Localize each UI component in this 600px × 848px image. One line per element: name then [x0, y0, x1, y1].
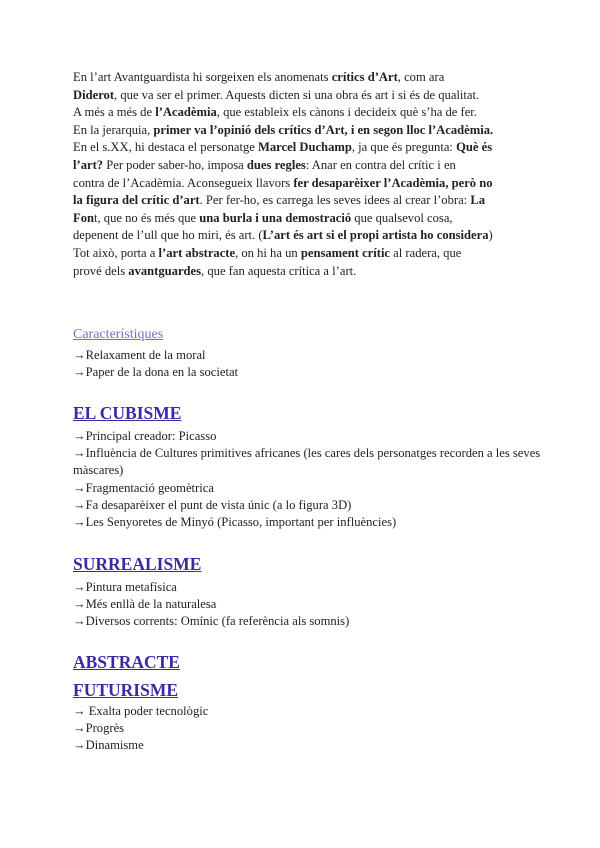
- list-futurisme: [73, 703, 543, 755]
- text-run: En l’art Avantguardista hi sorgeixen els anomenats: [73, 70, 332, 84]
- text-run: , on hi ha un: [235, 245, 301, 260]
- text-run: al radera, que: [390, 245, 462, 260]
- list-item: →Relaxament de la moral: [73, 348, 206, 362]
- bold-text: Què és: [456, 140, 493, 155]
- text-run: que qualsevol cosa,: [351, 210, 453, 225]
- bold-text: crítics d’Art: [331, 70, 398, 84]
- list-item: → Exalta poder tecnològic: [73, 704, 209, 718]
- text-run: En el s.XX, hi destaca el personatge: [73, 140, 258, 155]
- heading-abstracte: ABSTRACTE: [73, 652, 180, 672]
- heading-cubisme: EL CUBISME: [73, 403, 182, 423]
- intro-paragraph: [73, 69, 533, 280]
- text-run: , com ara: [397, 70, 445, 84]
- list-item: →Més enllà de la naturalesa: [73, 597, 217, 612]
- bold-text: Fon: [73, 210, 94, 225]
- text-run: Per poder saber-ho, imposa: [103, 157, 247, 172]
- bold-text: La: [470, 193, 486, 208]
- list-item: →Paper de la dona en la societat: [73, 365, 239, 380]
- bold-text: l’Acadèmia: [155, 105, 217, 120]
- text-run: Tot això, porta a: [73, 245, 159, 260]
- list-item: →Dinamisme: [73, 738, 144, 753]
- list-item: →Les Senyoretes de Minyó (Picasso, important per influències): [73, 515, 397, 530]
- bold-text: fer desaparèixer l’Acadèmia, però no: [293, 175, 493, 190]
- text-run: , ja que és pregunta:: [351, 140, 457, 155]
- intro-line: [73, 192, 533, 210]
- bold-text: Marcel Duchamp: [258, 140, 352, 155]
- intro-line: [73, 139, 533, 157]
- list-surrealisme: [73, 579, 543, 631]
- text-run: , que fan aquesta crítica a l’art.: [201, 263, 357, 278]
- list-item: →Pintura metafísica: [73, 580, 177, 594]
- list-item: →Influència de Cultures primitives africanes (les cares dels personatges recorden a les seves màscares): [73, 446, 541, 478]
- text-run: . Per fer-ho, es carrega les seves idees al crear l’obra:: [199, 193, 471, 208]
- intro-line: [73, 263, 533, 281]
- text-run: depenent de l’ull que ho miri, és art. (: [73, 228, 263, 243]
- text-run: , que estableix els cànons i decideix què s’ha de fer.: [216, 105, 477, 120]
- bold-text: una burla i una demostració: [199, 210, 352, 225]
- intro-line: [73, 210, 533, 228]
- bold-text: L’art és art si el propi artista ho considera: [262, 228, 489, 243]
- bold-text: l’art abstracte: [158, 245, 236, 260]
- text-run: ): [488, 228, 493, 243]
- bold-text: primer va l’opinió dels crítics d’Art, i en segon lloc l’Acadèmia.: [153, 122, 494, 137]
- intro-line: [73, 87, 533, 105]
- heading-caracteristiques: Característiques: [73, 327, 164, 342]
- text-run: : Anar en contra del crític i en: [305, 157, 456, 172]
- intro-line: [73, 245, 533, 263]
- text-run: En la jerarquia,: [73, 122, 154, 137]
- intro-line: [73, 122, 533, 140]
- bold-text: dues regles: [246, 157, 306, 172]
- intro-line: [73, 104, 533, 122]
- text-run: t, que no és més que: [94, 210, 200, 225]
- list-item: →Principal creador: Picasso: [73, 429, 217, 443]
- text-run: prové dels: [73, 263, 129, 278]
- list-item: →Fa desaparèixer el punt de vista únic (a lo figura 3D): [73, 497, 352, 512]
- intro-line: [73, 227, 533, 245]
- intro-line: [73, 157, 533, 175]
- text-run: contra de l’Acadèmia. Aconsegueix llavors: [73, 175, 294, 190]
- text-run: , que va ser el primer. Aquests dicten si una obra és art i si és de qualitat.: [114, 87, 480, 102]
- list-cubisme: [73, 428, 543, 531]
- list-item: →Progrès: [73, 721, 125, 736]
- intro-line: [73, 69, 533, 87]
- bold-text: la figura del crític d’art: [73, 193, 200, 208]
- list-caracteristiques: [73, 347, 543, 381]
- text-run: A més a més de: [73, 105, 156, 120]
- heading-futurisme: FUTURISME: [73, 680, 179, 700]
- list-item: →Fragmentació geomètrica: [73, 480, 214, 495]
- heading-surrealisme: SURREALISME: [73, 554, 202, 574]
- bold-text: l’art?: [73, 157, 104, 172]
- list-item: →Diversos corrents: Omínic (fa referència als somnis): [73, 614, 350, 629]
- bold-text: pensament crític: [300, 245, 391, 260]
- bold-text: Diderot: [73, 87, 115, 102]
- bold-text: avantguardes: [128, 263, 202, 278]
- intro-line: [73, 175, 533, 193]
